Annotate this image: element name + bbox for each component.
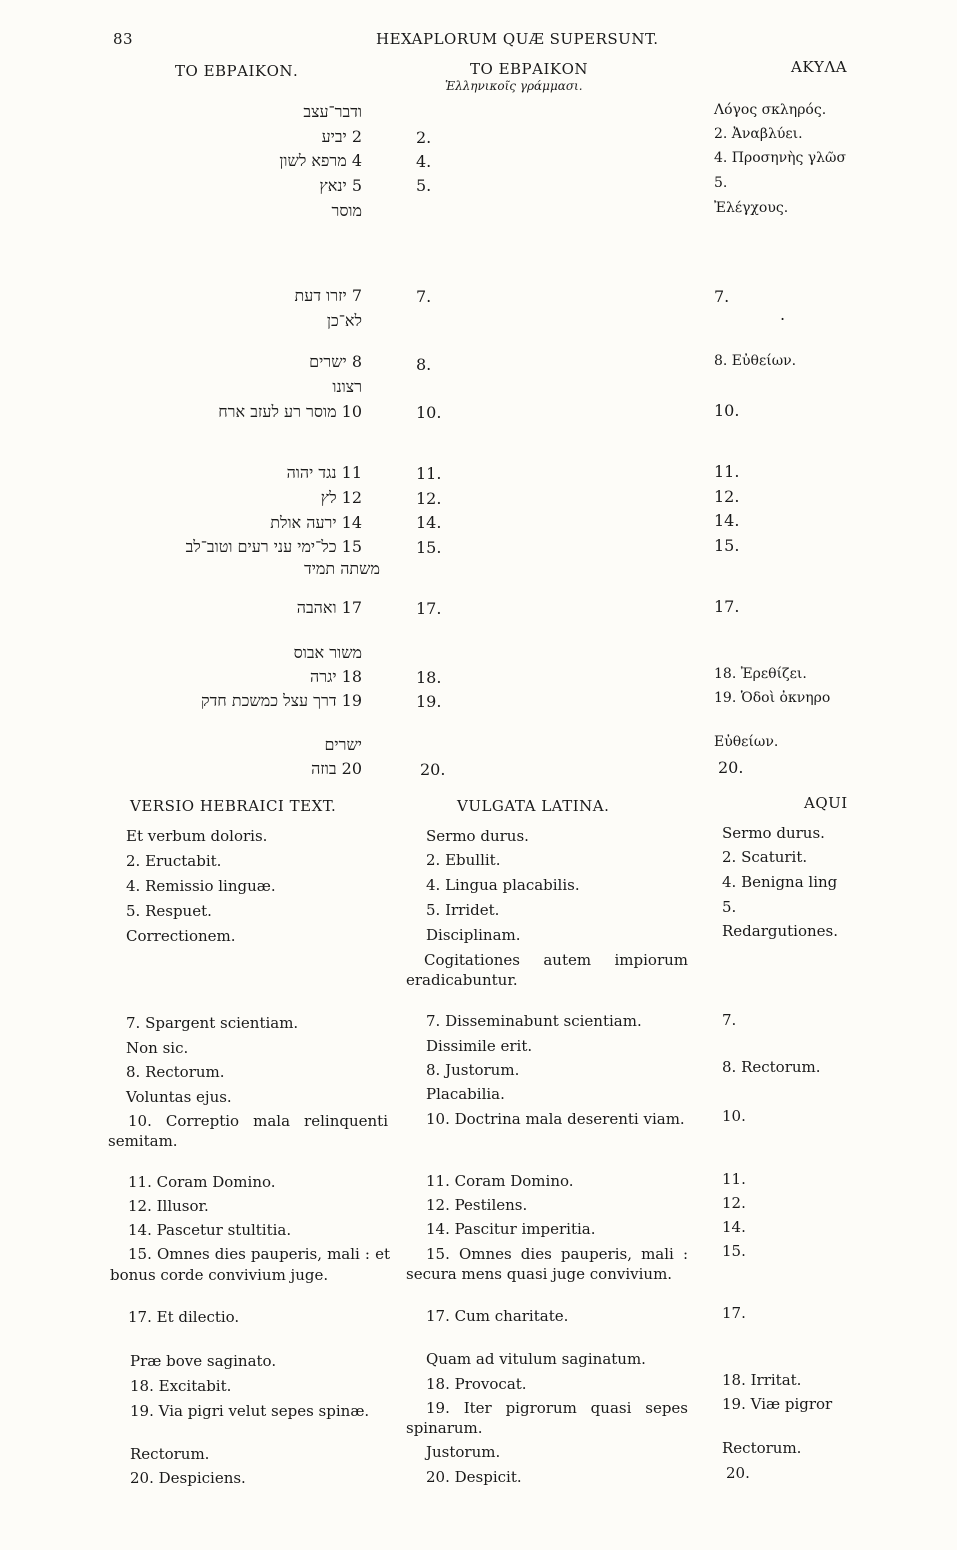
verse-number: 12. <box>416 489 442 508</box>
verse-number: 14. <box>416 513 442 532</box>
aquila-latin-heading: AQUI <box>804 794 848 812</box>
hebraic-line: 2. Eructabit. <box>126 852 222 870</box>
aquila-latin-line: 10. <box>722 1107 746 1125</box>
verse-number: 4. <box>416 152 432 171</box>
aquila-line: 8. Εὐθείων. <box>714 353 797 369</box>
aquila-latin-line: Sermo durus. <box>722 824 825 842</box>
vulgate-line: Dissimile erit. <box>426 1037 533 1055</box>
translit-column-heading: ΤΟ ΕΒΡΑΙΚΟΝ <box>470 60 589 78</box>
vulgate-line: Cogitationes autem impiorum eradicabuntur. <box>406 951 688 989</box>
hebraic-line: Correctionem. <box>126 927 236 945</box>
vulgate-line: 7. Disseminabunt scientiam. <box>426 1012 642 1030</box>
aquila-line: 20. <box>718 758 744 777</box>
vulgate-heading: VULGATA LATINA. <box>457 797 610 815</box>
vulgate-line: 19. Iter pigrorum quasi sepes spinarum. <box>406 1399 688 1437</box>
hebraic-version-heading: VERSIO HEBRAICI TEXT. <box>130 797 337 815</box>
hebrew-line: לא־כן <box>326 311 362 330</box>
hebrew-line: 15 כל־ימי עני רעים וטוב־לב <box>185 537 362 556</box>
verse-number: 7. <box>416 287 432 306</box>
hebrew-line: ודבר־עצב <box>303 102 362 121</box>
vulgate-line: 12. Pestilens. <box>426 1196 528 1214</box>
hebrew-line: משתה תמיד <box>304 559 380 578</box>
hebrew-line: רצונו <box>332 377 362 396</box>
aquila-line: Λόγος σκληρός. <box>714 102 827 118</box>
hebraic-line: 19. Via pigri velut sepes spinæ. <box>130 1402 370 1420</box>
aquila-line: Ἐλέγχους. <box>714 200 789 216</box>
hebrew-line: 17 ואהבה <box>296 598 362 617</box>
hebraic-line: Rectorum. <box>130 1445 210 1463</box>
verse-number: 2. <box>416 128 432 147</box>
hebrew-line: 19 דרך עצל כמשכת חדק <box>201 691 362 710</box>
vulgate-line: Disciplinam. <box>426 926 521 944</box>
vulgate-line: Justorum. <box>426 1443 501 1461</box>
hebraic-line: Non sic. <box>126 1039 189 1057</box>
hebraic-line: 5. Respuet. <box>126 902 212 920</box>
aquila-line: 15. <box>714 536 740 555</box>
aquila-line: Εὐθείων. <box>714 734 779 750</box>
vulgate-line: 4. Lingua placabilis. <box>426 876 580 894</box>
hebraic-line: 8. Rectorum. <box>126 1063 225 1081</box>
hebraic-line: Voluntas ejus. <box>126 1088 232 1106</box>
vulgate-line: 20. Despicit. <box>426 1468 522 1486</box>
aquila-latin-line: 5. <box>722 898 737 916</box>
hebrew-line: ישרים <box>324 735 362 754</box>
hebraic-line: 12. Illusor. <box>128 1197 209 1215</box>
aquila-line: 14. <box>714 511 740 530</box>
aquila-line: 5. <box>714 175 728 191</box>
aquila-line: 12. <box>714 487 740 506</box>
aquila-latin-line: 15. <box>722 1242 746 1260</box>
hebrew-line: 18 יגרה <box>310 667 362 686</box>
vulgate-line: 8. Justorum. <box>426 1061 520 1079</box>
hebraic-line: 14. Pascetur stultitia. <box>128 1221 292 1239</box>
aquila-latin-line: 20. <box>726 1464 750 1482</box>
hebraic-line: Præ bove saginato. <box>130 1352 277 1370</box>
hebrew-line: 10 מוסר רע לעזב ארח <box>218 402 362 421</box>
hebrew-line: מוסר <box>331 201 362 220</box>
aquila-line: 19. Ὁδοὶ ὀκνηρο <box>714 690 831 706</box>
verse-number: 10. <box>416 403 442 422</box>
hebraic-line: 11. Coram Domino. <box>128 1173 276 1191</box>
aquila-line: 11. <box>714 462 740 481</box>
aquila-latin-line: 14. <box>722 1218 746 1236</box>
aquila-latin-line: 18. Irritat. <box>722 1371 802 1389</box>
running-title: HEXAPLORUM QUÆ SUPERSUNT. <box>376 30 659 48</box>
hebrew-line: 14 ירעה אולת <box>270 513 362 532</box>
aquila-latin-line: 12. <box>722 1194 746 1212</box>
vulgate-line: 5. Irridet. <box>426 901 500 919</box>
hebrew-line: משור אבוס <box>293 643 362 662</box>
hebraic-line: Et verbum doloris. <box>126 827 268 845</box>
verse-number: 18. <box>416 668 442 687</box>
hebrew-line: 12 לץ <box>320 488 362 507</box>
aquila-line: 2. Ἀναβλύει. <box>714 126 803 142</box>
hebraic-line: 4. Remissio linguæ. <box>126 877 276 895</box>
aquila-line: 7. <box>714 287 730 306</box>
verse-number: 19. <box>416 692 442 711</box>
hebraic-line: 18. Excitabit. <box>130 1377 232 1395</box>
hebrew-line: 2 יביע <box>321 127 362 146</box>
aquila-latin-line: 4. Benigna ling <box>722 873 838 891</box>
aquila-line: . <box>780 305 786 324</box>
aquila-latin-line: 8. Rectorum. <box>722 1058 821 1076</box>
hebrew-line: 7 יזרו דעת <box>294 286 362 305</box>
aquila-latin-line: 19. Viæ pigror <box>722 1395 833 1413</box>
page-number: 83 <box>113 30 134 48</box>
hebraic-line: 10. Correptio mala relinquenti semitam. <box>108 1112 388 1150</box>
translit-column-subheading: Ἑλληνικοῖς γράμμασι. <box>445 79 583 93</box>
aquila-latin-line: 2. Scaturit. <box>722 848 808 866</box>
vulgate-line: Quam ad vitulum saginatum. <box>426 1350 646 1368</box>
aquila-latin-line: Redargutiones. <box>722 922 839 940</box>
hebraic-line: 15. Omnes dies pauperis, mali : et bonus corde convivium juge. <box>110 1245 390 1284</box>
vulgate-line: 14. Pascitur imperitia. <box>426 1220 596 1238</box>
hebrew-line: 4 מרפא לשון <box>279 151 362 170</box>
vulgate-line: 17. Cum charitate. <box>426 1307 569 1325</box>
vulgate-line: 11. Coram Domino. <box>426 1172 574 1190</box>
verse-number: 15. <box>416 538 442 557</box>
hebrew-line: 5 ינאץ <box>319 176 362 195</box>
vulgate-line: 15. Omnes dies pauperis, mali : secura mens quasi juge convivium. <box>406 1245 688 1283</box>
hebrew-line: 8 ישרים <box>309 352 362 371</box>
aquila-line: 17. <box>714 597 740 616</box>
vulgate-line: 2. Ebullit. <box>426 851 501 869</box>
vulgate-line: 10. Doctrina mala deserenti viam. <box>426 1110 685 1128</box>
hebrew-line: 11 נגד יהוה <box>286 463 362 482</box>
aquila-line: 18. Ἐρεθίζει. <box>714 666 807 682</box>
aquila-column-heading: ΑΚΥΛΑ <box>791 58 848 76</box>
verse-number: 20. <box>420 760 446 779</box>
verse-number: 8. <box>416 355 432 374</box>
hebraic-line: 17. Et dilectio. <box>128 1308 240 1326</box>
aquila-latin-line: 7. <box>722 1011 737 1029</box>
aquila-line: 10. <box>714 401 740 420</box>
verse-number: 17. <box>416 599 442 618</box>
vulgate-line: Placabilia. <box>426 1085 505 1103</box>
vulgate-line: 18. Provocat. <box>426 1375 527 1393</box>
aquila-latin-line: 17. <box>722 1304 746 1322</box>
hebrew-column-heading: ΤΟ ΕΒΡΑΙΚΟΝ. <box>175 62 299 80</box>
hebrew-line: 20 בוזה <box>311 759 362 778</box>
aquila-latin-line: Rectorum. <box>722 1439 802 1457</box>
vulgate-line: Sermo durus. <box>426 827 529 845</box>
aquila-line: 4. Προσηνὴς γλῶσ <box>714 150 847 166</box>
verse-number: 11. <box>416 464 442 483</box>
aquila-latin-line: 11. <box>722 1170 746 1188</box>
hebraic-line: 7. Spargent scientiam. <box>126 1014 299 1032</box>
hebraic-line: 20. Despiciens. <box>130 1469 246 1487</box>
verse-number: 5. <box>416 176 432 195</box>
